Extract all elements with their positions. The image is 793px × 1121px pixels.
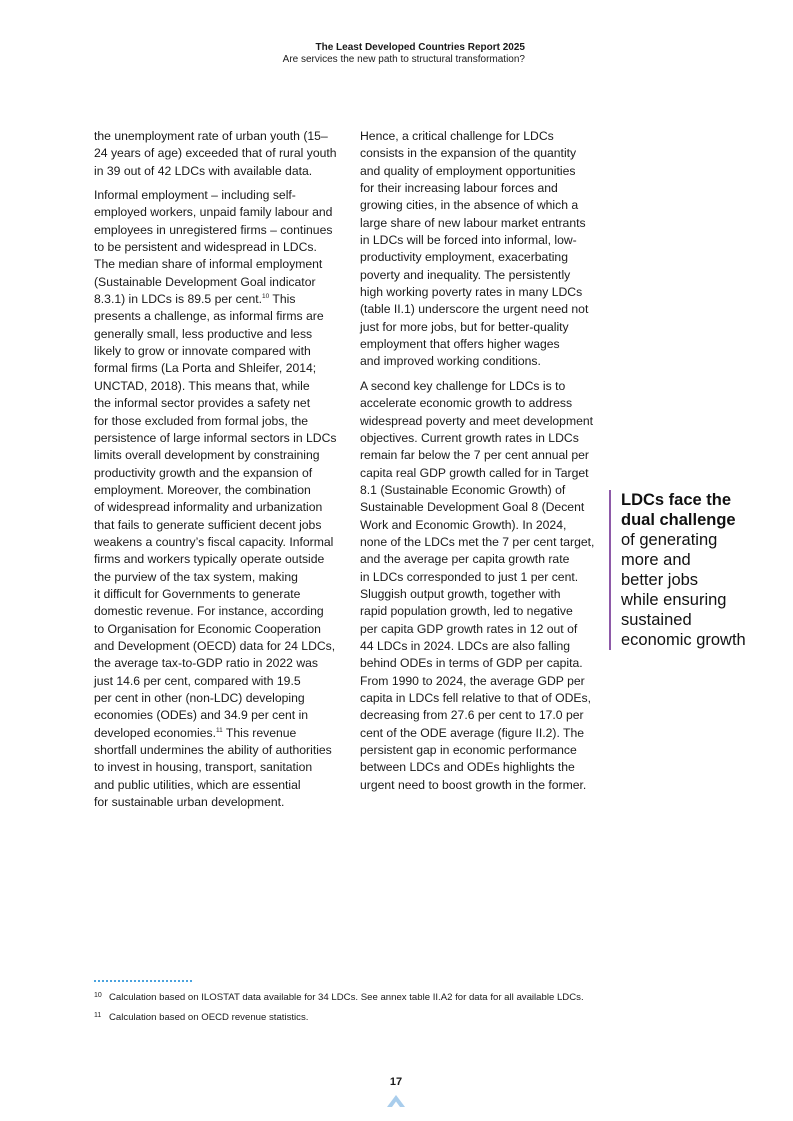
text-line: employees in unregistered firms – continues	[94, 222, 333, 237]
pull-quote-text	[621, 530, 791, 650]
text-line: capita in LDCs fell relative to that of ODEs,	[360, 691, 591, 705]
text-line: rapid population growth, led to negative	[360, 604, 573, 619]
text-line: just 14.6 per cent, compared with 19.5	[94, 673, 301, 688]
text-line: objectives. Current growth rates in LDCs	[360, 430, 579, 445]
text-line: the unemployment rate of urban youth (15–	[94, 129, 328, 143]
text-line: poverty and inequality. The persistently	[360, 267, 571, 282]
footnote-text: Calculation based on ILOSTAT data available for 34 LDCs. See annex table II.A2 for data for all available LDCs.	[109, 992, 584, 1003]
text-line: generally small, less productive and less	[94, 326, 313, 341]
text-line: high working poverty rates in many LDCs	[360, 285, 583, 300]
paragraph	[94, 128, 344, 180]
text-line: Informal employment – including self-	[94, 188, 296, 203]
text-line: growing cities, in the absence of which a	[360, 198, 579, 213]
footnote-text: Calculation based on OECD revenue statistics.	[109, 1012, 309, 1023]
text-line: in LDCs corresponded to just 1 per cent.	[360, 569, 579, 584]
text-line: 44 LDCs in 2024. LDCs are also falling	[360, 638, 571, 653]
footnote	[94, 1010, 654, 1024]
text-line: widespread poverty and meet development	[360, 413, 594, 428]
text-line: 24 years of age) exceeded that of rural youth	[94, 146, 337, 161]
up-chevron-icon[interactable]	[385, 1090, 407, 1110]
text-line: employment that offers higher wages	[360, 337, 560, 352]
text-line: per capita GDP growth rates in 12 out of	[360, 621, 578, 636]
footnote-ref[interactable]: 10	[262, 293, 270, 301]
text-line: none of the LDCs met the 7 per cent target,	[360, 534, 595, 549]
pull-quote-line: dual challenge	[621, 511, 736, 529]
text-line: shortfall undermines the ability of authorities	[94, 743, 332, 758]
text-line: urgent need to boost growth in the former.	[360, 777, 587, 792]
text-line: between LDCs and ODEs highlights the	[360, 760, 575, 775]
text-line: and quality of employment opportunities	[360, 163, 576, 178]
footnote-divider	[94, 980, 192, 982]
text-line: limits overall development by constraining	[94, 448, 320, 463]
text-line: domestic revenue. For instance, according	[94, 604, 324, 619]
text-line: (Sustainable Development Goal indicator	[94, 274, 316, 289]
text-line: productivity employment, exacerbating	[360, 250, 568, 265]
text-line: productivity growth and the expansion of	[94, 465, 313, 480]
paragraph	[360, 378, 602, 794]
text-line: per cent in other (non-LDC) developing	[94, 691, 305, 705]
text-line: for their increasing labour forces and	[360, 181, 558, 196]
text-line	[94, 725, 344, 742]
pull-quote-line: better jobs	[621, 571, 699, 589]
pull-quote-line: while ensuring	[621, 591, 727, 609]
text-line: capita real GDP growth called for in Target	[360, 465, 589, 480]
text-line: the average tax-to-GDP ratio in 2022 was	[94, 656, 319, 671]
text-line: (table II.1) underscore the urgent need not	[360, 302, 589, 317]
text-line: Work and Economic Growth). In 2024,	[360, 517, 567, 532]
text-line: A second key challenge for LDCs is to	[360, 378, 566, 393]
footnote-number: 11	[94, 1012, 102, 1019]
pull-quote	[609, 490, 791, 650]
text-line: Sustainable Development Goal 8 (Decent	[360, 500, 585, 515]
text-run: This revenue	[222, 725, 297, 740]
text-line: From 1990 to 2024, the average GDP per	[360, 673, 585, 688]
text-line: behind ODEs in terms of GDP per capita.	[360, 656, 583, 671]
text-line: and the average per capita growth rate	[360, 552, 570, 567]
running-header	[125, 42, 525, 66]
text-line: to invest in housing, transport, sanitation	[94, 760, 313, 775]
text-line: and public utilities, which are essential	[94, 777, 301, 792]
text-line: accelerate economic growth to address	[360, 396, 573, 411]
text-line: cent of the ODE average (figure II.2). The	[360, 725, 585, 740]
text-line: it difficult for Governments to generate	[94, 586, 301, 601]
text-line: to be persistent and widespread in LDCs.	[94, 240, 317, 255]
text-run: This	[269, 292, 296, 307]
text-line: to Organisation for Economic Cooperation	[94, 621, 321, 636]
body-column-left	[94, 128, 344, 818]
text-line: persistent gap in economic performance	[360, 743, 577, 758]
text-line: large share of new labour market entrants	[360, 215, 586, 230]
text-line: of widespread informality and urbanization	[94, 500, 323, 515]
body-column-right	[360, 128, 602, 801]
pull-quote-line: more and	[621, 551, 691, 569]
footnote	[94, 990, 654, 1004]
text-line: weakens a country’s fiscal capacity. Informal	[94, 534, 334, 549]
pull-quote-line: sustained	[621, 611, 692, 629]
text-line: Sluggish output growth, together with	[360, 586, 561, 601]
text-line: The median share of informal employment	[94, 257, 323, 272]
text-line: and Development (OECD) data for 24 LDCs,	[94, 638, 336, 653]
text-line: firms and workers typically operate outside	[94, 552, 325, 567]
text-line: remain far below the 7 per cent annual per	[360, 448, 589, 463]
report-title: The Least Developed Countries Report 2025	[315, 42, 525, 53]
text-line: in 39 out of 42 LDCs with available data.	[94, 163, 313, 178]
text-run: developed economies.	[94, 725, 216, 740]
pull-quote-line: economic growth	[621, 631, 746, 649]
text-run: 8.3.1) in LDCs is 89.5 per cent.	[94, 292, 263, 307]
text-line: consists in the expansion of the quantity	[360, 146, 577, 161]
text-line: decreasing from 27.6 per cent to 17.0 per	[360, 708, 584, 723]
text-line: UNCTAD, 2018). This means that, while	[94, 378, 310, 393]
text-line: just for more jobs, but for better-quality	[360, 319, 569, 334]
footnotes	[94, 990, 654, 1030]
report-subtitle: Are services the new path to structural transformation?	[282, 54, 525, 65]
text-line: presents a challenge, as informal firms are	[94, 309, 324, 324]
paragraph	[94, 187, 344, 811]
text-line: the purview of the tax system, making	[94, 569, 298, 584]
text-line: for those excluded from formal jobs, the	[94, 413, 309, 428]
text-line: likely to grow or innovate compared with	[94, 344, 311, 359]
pull-quote-line: LDCs face the	[621, 491, 732, 509]
pull-quote-emphasis	[621, 490, 791, 530]
text-line: employment. Moreover, the combination	[94, 482, 311, 497]
page-number: 17	[389, 1076, 403, 1088]
text-line: that fails to generate sufficient decent jobs	[94, 517, 322, 532]
text-line: in LDCs will be forced into informal, low-	[360, 233, 577, 248]
paragraph	[360, 128, 602, 371]
text-line: formal firms (La Porta and Shleifer, 2014;	[94, 361, 317, 376]
text-line: employed workers, unpaid family labour and	[94, 205, 333, 220]
text-line: economies (ODEs) and 34.9 per cent in	[94, 708, 309, 723]
footnote-ref[interactable]: 11	[215, 726, 223, 734]
text-line: 8.1 (Sustainable Economic Growth) of	[360, 482, 566, 497]
text-line: and improved working conditions.	[360, 354, 541, 369]
footnote-number: 10	[94, 992, 102, 999]
text-line: Hence, a critical challenge for LDCs	[360, 129, 554, 143]
text-line	[94, 291, 344, 308]
text-line: persistence of large informal sectors in LDCs	[94, 430, 337, 445]
pull-quote-line: of generating	[621, 531, 718, 549]
text-line: for sustainable urban development.	[94, 795, 285, 810]
text-line: the informal sector provides a safety net	[94, 396, 311, 411]
